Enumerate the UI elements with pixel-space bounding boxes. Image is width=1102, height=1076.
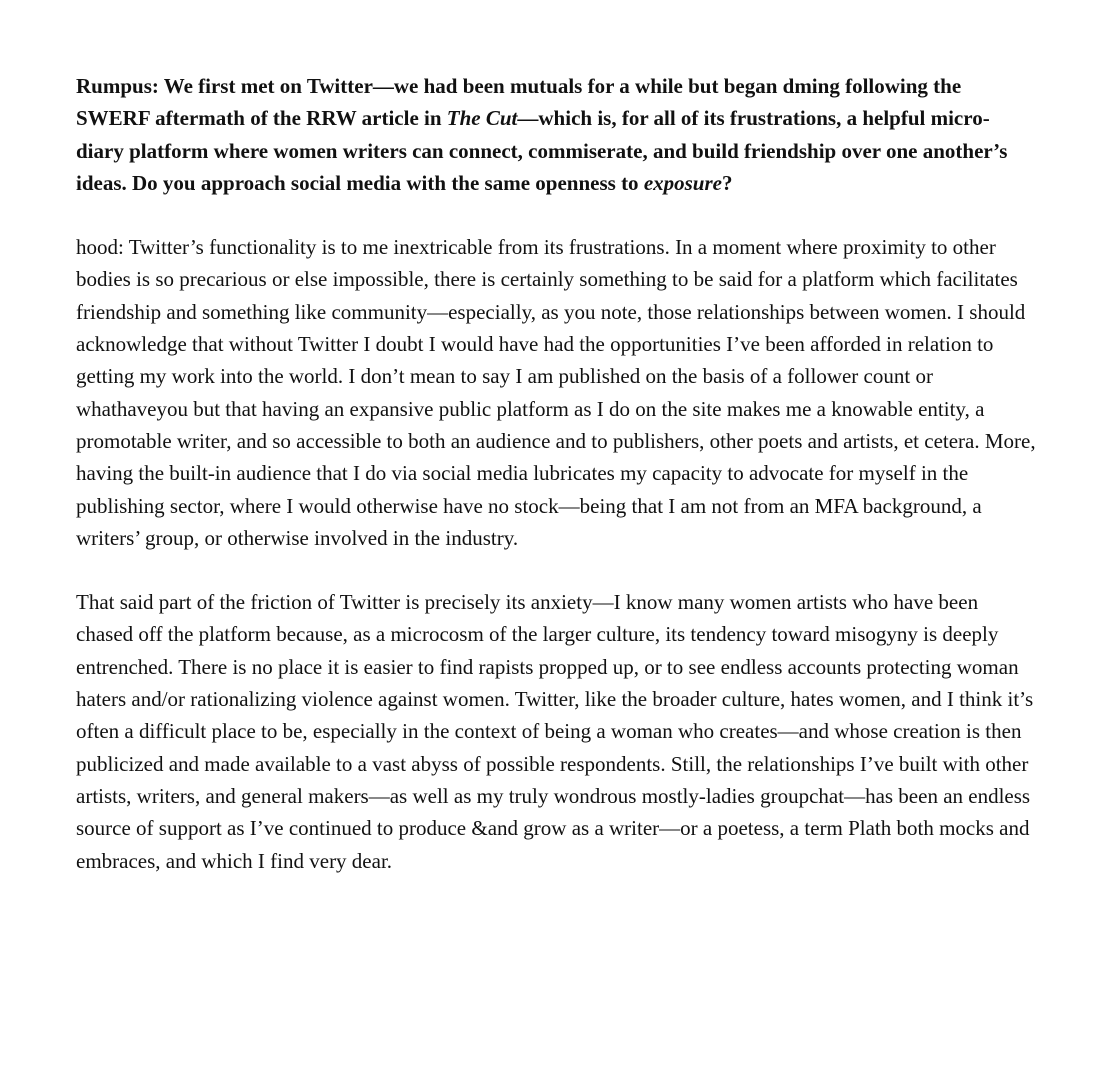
question-text-3: ? (721, 170, 733, 195)
question-text-1: Rumpus: We first met on Twitter—we had been mutuals for a while but began dming following the SWERF aftermath of the RRW article in (76, 74, 962, 131)
publication-title: The Cut (446, 106, 518, 131)
emphasis-exposure: exposure (643, 170, 722, 195)
answer-paragraph-1: hood: Twitter’s functionality is to me inextricable from its frustrations. In a moment where proximity to other bodies is so precarious or else impossible, there is certainly something to be said for a platform which facilitates friendship and something like community—especially, as you note, those relationships between women. I should acknowledge that without Twitter I doubt I would have had the opportunities I’ve been afforded in relation to getting my work into the world. I don’t mean to say I am published on the basis of a follower count or whathaveyou but that having an expansive public platform as I do on the site makes me a knowable entity, a promotable writer, and so accessible to both an audience and to publishers, other poets and artists, et cetera. More, having the built-in audience that I do via social media lubricates my capacity to advocate for myself in the publishing sector, where I would otherwise have no stock—being that I am not from an MFA background, a writers’ group, or otherwise involved in the industry. (76, 235, 1036, 550)
interview-question (76, 70, 1036, 199)
interview-document (76, 70, 1036, 909)
answer-paragraph-2: That said part of the friction of Twitter is precisely its anxiety—I know many women artists who have been chased off the platform because, as a microcosm of the larger culture, its tendency toward misogyny is deeply entrenched. There is no place it is easier to find rapists propped up, or to see endless accounts protecting woman haters and/or rationalizing violence against women. Twitter, like the broader culture, hates women, and I think it’s often a difficult place to be, especially in the context of being a woman who creates—and whose creation is then publicized and made available to a vast abyss of possible respondents. Still, the relationships I’ve built with other artists, writers, and general makers—as well as my truly wondrous mostly-ladies groupchat—has been an endless source of support as I’ve continued to produce &and grow as a writer—or a poetess, a term Plath both mocks and embraces, and which I find very dear. (76, 590, 1034, 873)
question-text-2: —which is, for all of its frustrations, a helpful micro-diary platform where women writers can connect, commiserate, and build friendship over one another’s ideas. Do you approach social media with the same openness to (76, 106, 1008, 195)
